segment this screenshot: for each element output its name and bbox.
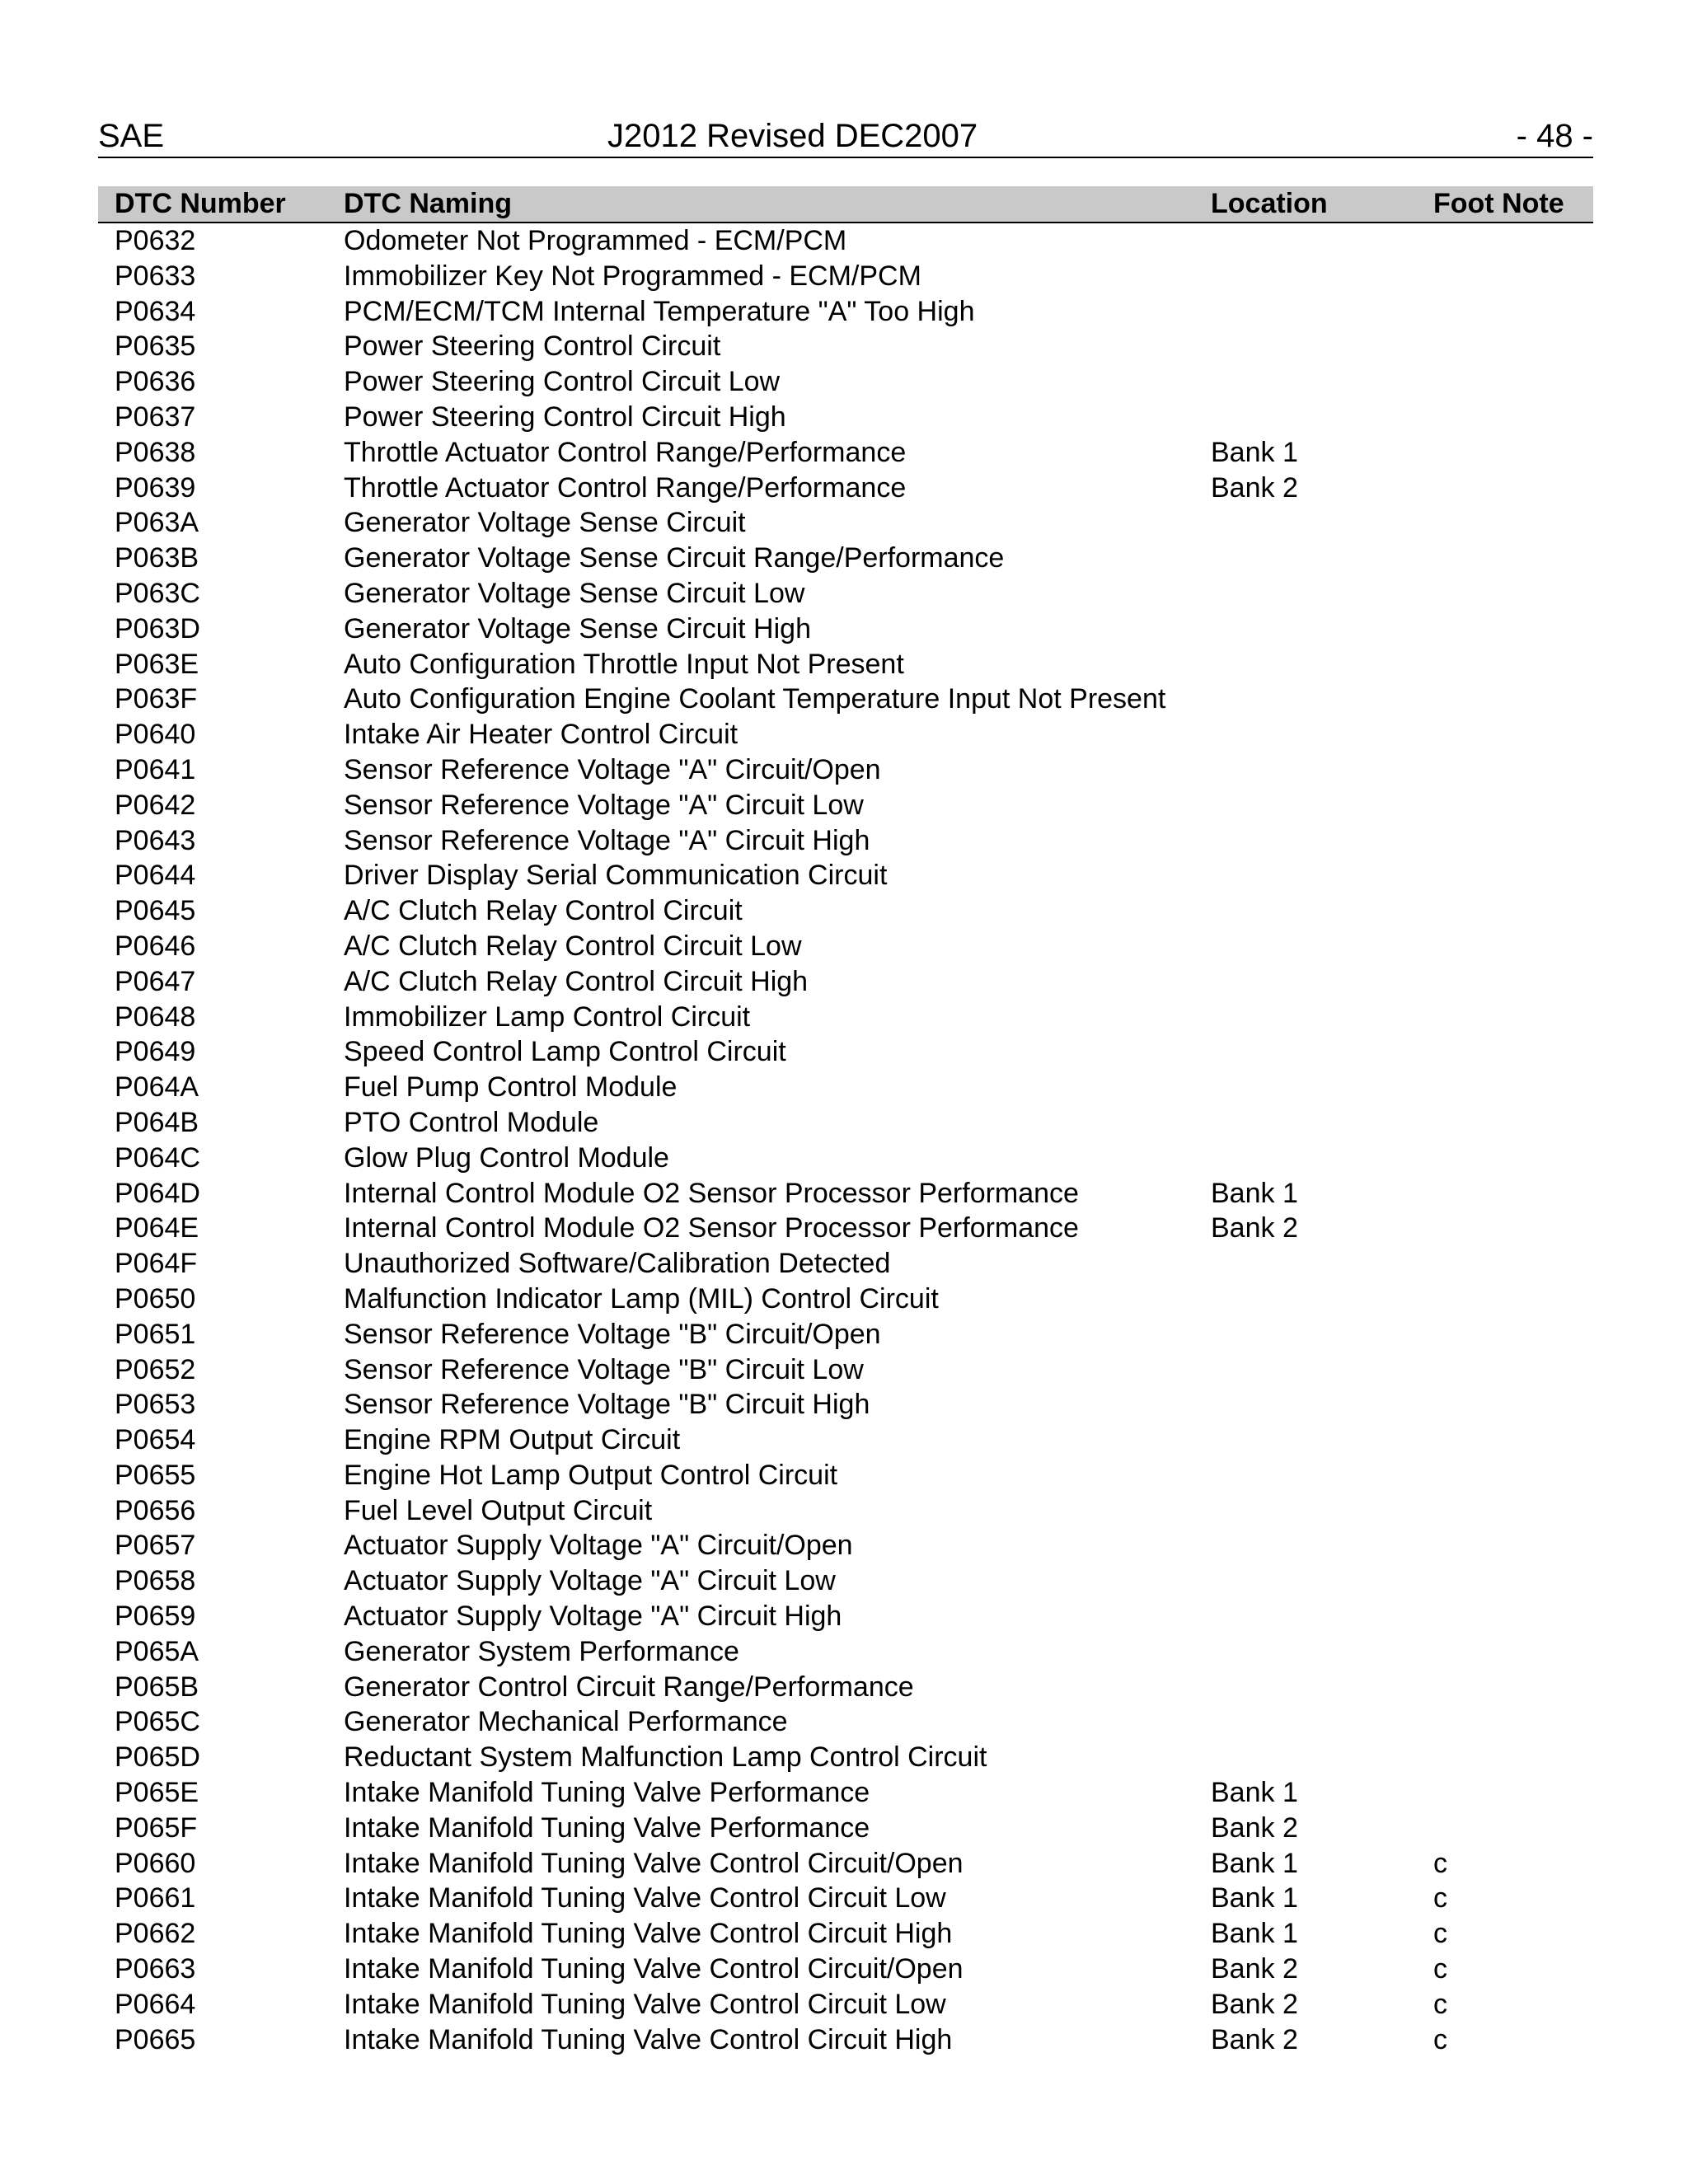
dtc-naming-cell: Intake Manifold Tuning Valve Control Circuit Low xyxy=(344,1882,946,1915)
dtc-number-cell: P0659 xyxy=(115,1601,196,1633)
dtc-naming-cell: Auto Configuration Throttle Input Not Present xyxy=(344,648,904,680)
page-header xyxy=(98,115,1593,158)
dtc-naming-cell: Sensor Reference Voltage "B" Circuit Low xyxy=(344,1353,864,1385)
table-row xyxy=(98,1775,1593,1811)
location-cell: Bank 2 xyxy=(1211,1953,1298,1985)
foot-note-cell xyxy=(1433,1775,1593,1811)
dtc-naming-cell: Power Steering Control Circuit Low xyxy=(344,366,781,398)
foot-note-cell xyxy=(1433,471,1593,506)
location-cell xyxy=(1211,1740,1433,1775)
table-row xyxy=(98,1105,1593,1141)
column-header-foot-note: Foot Note xyxy=(1433,186,1593,223)
dtc-number-cell: P0632 xyxy=(115,225,196,256)
dtc-number-cell: P064D xyxy=(115,1177,200,1209)
dtc-naming-cell: Engine Hot Lamp Output Control Circuit xyxy=(344,1459,838,1491)
dtc-naming-cell: Malfunction Indicator Lamp (MIL) Control Circuit xyxy=(344,1282,939,1315)
dtc-number-cell: P0637 xyxy=(115,401,196,433)
dtc-number-cell: P0644 xyxy=(115,860,196,892)
dtc-number-cell: P065E xyxy=(115,1777,199,1809)
foot-note-cell xyxy=(1433,1246,1593,1282)
foot-note-cell xyxy=(1433,858,1593,893)
table-row xyxy=(98,1387,1593,1422)
dtc-number-cell: P063C xyxy=(115,577,200,609)
dtc-number-cell: P0636 xyxy=(115,366,196,398)
table-row xyxy=(98,1916,1593,1952)
dtc-naming-cell: Intake Manifold Tuning Valve Control Circuit/Open xyxy=(344,1847,964,1879)
foot-note-cell xyxy=(1433,1740,1593,1775)
dtc-naming-cell: Throttle Actuator Control Range/Performance xyxy=(344,471,907,504)
location-cell xyxy=(1211,1563,1433,1599)
foot-note-cell xyxy=(1433,788,1593,823)
foot-note-cell xyxy=(1433,1176,1593,1212)
location-cell: Bank 1 xyxy=(1211,1177,1298,1209)
table-row xyxy=(98,929,1593,964)
foot-note-cell xyxy=(1433,223,1593,259)
location-cell xyxy=(1211,752,1433,788)
dtc-naming-cell: Generator Voltage Sense Circuit Low xyxy=(344,577,805,609)
location-cell: Bank 1 xyxy=(1211,1918,1298,1950)
dtc-naming-cell: Fuel Level Output Circuit xyxy=(344,1494,653,1526)
dtc-naming-cell: Generator System Performance xyxy=(344,1635,739,1667)
dtc-naming-cell: Intake Manifold Tuning Valve Control Circuit High xyxy=(344,1918,953,1950)
location-cell xyxy=(1211,1141,1433,1176)
location-cell xyxy=(1211,1000,1433,1035)
dtc-naming-cell: Throttle Actuator Control Range/Performance xyxy=(344,436,907,468)
dtc-number-cell: P0652 xyxy=(115,1353,196,1385)
dtc-naming-cell: Intake Air Heater Control Circuit xyxy=(344,719,738,751)
dtc-number-cell: P0662 xyxy=(115,1918,196,1950)
foot-note-cell xyxy=(1433,752,1593,788)
table-row xyxy=(98,1670,1593,1705)
location-cell xyxy=(1211,1422,1433,1458)
dtc-number-cell: P0647 xyxy=(115,965,196,997)
table-row xyxy=(98,1740,1593,1775)
location-cell: Bank 2 xyxy=(1211,1811,1298,1844)
dtc-number-cell: P064F xyxy=(115,1248,198,1280)
table-row xyxy=(98,505,1593,541)
foot-note-cell xyxy=(1433,612,1593,647)
table-row xyxy=(98,1881,1593,1916)
table-row xyxy=(98,1034,1593,1070)
dtc-naming-cell: Immobilizer Lamp Control Circuit xyxy=(344,1001,751,1033)
foot-note-cell xyxy=(1433,647,1593,682)
table-row xyxy=(98,682,1593,717)
foot-note-cell xyxy=(1433,400,1593,435)
dtc-number-cell: P0653 xyxy=(115,1389,196,1421)
table-row xyxy=(98,647,1593,682)
dtc-naming-cell: Generator Voltage Sense Circuit Range/Performance xyxy=(344,542,1005,574)
location-cell xyxy=(1211,1493,1433,1529)
dtc-naming-cell: Sensor Reference Voltage "A" Circuit High xyxy=(344,824,870,856)
dtc-number-cell: P0634 xyxy=(115,295,196,327)
column-header-dtc-naming: DTC Naming xyxy=(344,186,1211,223)
foot-note-cell xyxy=(1433,1493,1593,1529)
foot-note-cell xyxy=(1433,1070,1593,1105)
dtc-naming-cell: Reductant System Malfunction Lamp Control Circuit xyxy=(344,1741,987,1774)
foot-note-cell xyxy=(1433,682,1593,717)
foot-note-cell xyxy=(1433,717,1593,752)
dtc-number-cell: P0642 xyxy=(115,789,196,821)
dtc-naming-cell: Intake Manifold Tuning Valve Control Circuit Low xyxy=(344,1988,946,2020)
dtc-naming-cell: Glow Plug Control Module xyxy=(344,1141,669,1174)
dtc-number-cell: P0651 xyxy=(115,1318,196,1350)
location-cell xyxy=(1211,1352,1433,1388)
dtc-naming-cell: Intake Manifold Tuning Valve Control Circuit/Open xyxy=(344,1953,964,1985)
foot-note-cell xyxy=(1433,1563,1593,1599)
location-cell xyxy=(1211,1070,1433,1105)
location-cell xyxy=(1211,717,1433,752)
dtc-naming-cell: Internal Control Module O2 Sensor Processor Performance xyxy=(344,1177,1079,1209)
foot-note-cell xyxy=(1433,435,1593,471)
dtc-number-cell: P0641 xyxy=(115,753,196,785)
foot-note-cell: c xyxy=(1433,1918,1447,1950)
dtc-number-cell: P0649 xyxy=(115,1036,196,1068)
dtc-naming-cell: Intake Manifold Tuning Valve Control Circuit High xyxy=(344,2023,953,2055)
location-cell xyxy=(1211,1105,1433,1141)
dtc-number-cell: P0663 xyxy=(115,1953,196,1985)
dtc-number-cell: P0658 xyxy=(115,1565,196,1597)
foot-note-cell xyxy=(1433,1141,1593,1176)
dtc-naming-cell: Fuel Pump Control Module xyxy=(344,1071,678,1104)
location-cell: Bank 1 xyxy=(1211,1777,1298,1809)
dtc-number-cell: P065F xyxy=(115,1811,198,1844)
dtc-number-cell: P0664 xyxy=(115,1988,196,2020)
location-cell xyxy=(1211,294,1433,330)
table-row xyxy=(98,717,1593,752)
location-cell xyxy=(1211,259,1433,294)
dtc-number-cell: P0654 xyxy=(115,1424,196,1456)
location-cell xyxy=(1211,329,1433,364)
location-cell xyxy=(1211,1528,1433,1563)
dtc-naming-cell: Sensor Reference Voltage "A" Circuit Low xyxy=(344,789,864,821)
table-row xyxy=(98,964,1593,1000)
foot-note-cell xyxy=(1433,576,1593,612)
location-cell xyxy=(1211,1387,1433,1422)
dtc-naming-cell: Internal Control Module O2 Sensor Processor Performance xyxy=(344,1212,1079,1244)
dtc-number-cell: P0657 xyxy=(115,1530,196,1562)
location-cell xyxy=(1211,400,1433,435)
dtc-number-cell: P064C xyxy=(115,1141,200,1174)
table-row xyxy=(98,1211,1593,1246)
header-org: SAE xyxy=(98,118,165,154)
foot-note-cell xyxy=(1433,329,1593,364)
table-header-row xyxy=(98,186,1593,223)
dtc-number-cell: P0638 xyxy=(115,436,196,468)
dtc-number-cell: P063E xyxy=(115,648,199,680)
table-row xyxy=(98,1070,1593,1105)
dtc-table xyxy=(98,186,1593,2057)
foot-note-cell: c xyxy=(1433,1882,1447,1915)
dtc-naming-cell: Odometer Not Programmed - ECM/PCM xyxy=(344,225,847,256)
table-row xyxy=(98,259,1593,294)
foot-note-cell xyxy=(1433,1528,1593,1563)
dtc-naming-cell: Power Steering Control Circuit High xyxy=(344,401,786,433)
foot-note-cell: c xyxy=(1433,1847,1447,1879)
location-cell xyxy=(1211,647,1433,682)
table-row xyxy=(98,1952,1593,1987)
dtc-number-cell: P0660 xyxy=(115,1847,196,1879)
location-cell xyxy=(1211,364,1433,400)
foot-note-cell: c xyxy=(1433,1953,1447,1985)
dtc-number-cell: P063B xyxy=(115,542,199,574)
foot-note-cell xyxy=(1433,1317,1593,1352)
table-row xyxy=(98,576,1593,612)
header-document-id: J2012 Revised DEC2007 xyxy=(607,118,978,154)
dtc-number-cell: P064A xyxy=(115,1071,199,1104)
foot-note-cell xyxy=(1433,1422,1593,1458)
dtc-naming-cell: Auto Configuration Engine Coolant Temperature Input Not Present xyxy=(344,683,1166,715)
foot-note-cell xyxy=(1433,1387,1593,1422)
table-row xyxy=(98,1493,1593,1529)
dtc-number-cell: P0661 xyxy=(115,1882,196,1915)
foot-note-cell xyxy=(1433,1458,1593,1493)
table-row xyxy=(98,1599,1593,1634)
table-row xyxy=(98,788,1593,823)
dtc-naming-cell: Generator Voltage Sense Circuit High xyxy=(344,612,811,644)
foot-note-cell xyxy=(1433,1211,1593,1246)
dtc-naming-cell: Power Steering Control Circuit xyxy=(344,330,721,363)
location-cell: Bank 2 xyxy=(1211,1212,1298,1244)
dtc-number-cell: P063A xyxy=(115,507,199,539)
table-row xyxy=(98,1282,1593,1317)
foot-note-cell xyxy=(1433,1105,1593,1141)
location-cell xyxy=(1211,1034,1433,1070)
dtc-number-cell: P0648 xyxy=(115,1001,196,1033)
table-row xyxy=(98,1000,1593,1035)
table-row xyxy=(98,858,1593,893)
location-cell xyxy=(1211,1317,1433,1352)
location-cell xyxy=(1211,612,1433,647)
foot-note-cell xyxy=(1433,964,1593,1000)
foot-note-cell xyxy=(1433,1352,1593,1388)
dtc-naming-cell: Sensor Reference Voltage "B" Circuit/Open xyxy=(344,1318,881,1350)
location-cell xyxy=(1211,1670,1433,1705)
foot-note-cell xyxy=(1433,1034,1593,1070)
location-cell xyxy=(1211,1634,1433,1670)
table-row xyxy=(98,400,1593,435)
dtc-number-cell: P0635 xyxy=(115,330,196,363)
dtc-naming-cell: Unauthorized Software/Calibration Detected xyxy=(344,1248,891,1280)
location-cell xyxy=(1211,505,1433,541)
dtc-naming-cell: Engine RPM Output Circuit xyxy=(344,1424,681,1456)
dtc-number-cell: P064E xyxy=(115,1212,199,1244)
dtc-naming-cell: Driver Display Serial Communication Circuit xyxy=(344,860,888,892)
dtc-naming-cell: PTO Control Module xyxy=(344,1106,599,1138)
table-body xyxy=(98,223,1593,2057)
dtc-number-cell: P063D xyxy=(115,612,200,644)
location-cell: Bank 2 xyxy=(1211,1988,1298,2020)
location-cell xyxy=(1211,1246,1433,1282)
table-row xyxy=(98,1246,1593,1282)
foot-note-cell xyxy=(1433,259,1593,294)
dtc-number-cell: P0655 xyxy=(115,1459,196,1491)
location-cell xyxy=(1211,1599,1433,1634)
foot-note-cell xyxy=(1433,505,1593,541)
dtc-number-cell: P0646 xyxy=(115,930,196,962)
dtc-number-cell: P065A xyxy=(115,1635,199,1667)
dtc-naming-cell: Generator Mechanical Performance xyxy=(344,1706,788,1738)
dtc-naming-cell: PCM/ECM/TCM Internal Temperature "A" Too High xyxy=(344,295,975,327)
dtc-number-cell: P0665 xyxy=(115,2023,196,2055)
table-row xyxy=(98,1176,1593,1212)
dtc-naming-cell: Actuator Supply Voltage "A" Circuit/Open xyxy=(344,1530,853,1562)
dtc-number-cell: P0643 xyxy=(115,824,196,856)
dtc-number-cell: P063F xyxy=(115,683,198,715)
table-row xyxy=(98,1141,1593,1176)
foot-note-cell xyxy=(1433,1811,1593,1846)
foot-note-cell xyxy=(1433,1704,1593,1740)
foot-note-cell: c xyxy=(1433,1988,1447,2020)
table-row xyxy=(98,612,1593,647)
table-row xyxy=(98,294,1593,330)
table-row xyxy=(98,1317,1593,1352)
location-cell xyxy=(1211,929,1433,964)
dtc-number-cell: P065D xyxy=(115,1741,200,1774)
table-row xyxy=(98,1352,1593,1388)
dtc-number-cell: P064B xyxy=(115,1106,199,1138)
foot-note-cell xyxy=(1433,1000,1593,1035)
table-row xyxy=(98,1422,1593,1458)
location-cell xyxy=(1211,576,1433,612)
table-row xyxy=(98,541,1593,576)
foot-note-cell xyxy=(1433,541,1593,576)
foot-note-cell xyxy=(1433,893,1593,929)
table-row xyxy=(98,1563,1593,1599)
dtc-naming-cell: Actuator Supply Voltage "A" Circuit High xyxy=(344,1601,842,1633)
table-row xyxy=(98,1811,1593,1846)
foot-note-cell xyxy=(1433,1599,1593,1634)
table-row xyxy=(98,752,1593,788)
dtc-number-cell: P0645 xyxy=(115,895,196,927)
dtc-naming-cell: Sensor Reference Voltage "B" Circuit High xyxy=(344,1389,870,1421)
dtc-number-cell: P0656 xyxy=(115,1494,196,1526)
dtc-naming-cell: A/C Clutch Relay Control Circuit High xyxy=(344,965,809,997)
dtc-number-cell: P065B xyxy=(115,1671,199,1703)
table-header xyxy=(98,186,1593,223)
location-cell: Bank 1 xyxy=(1211,436,1298,468)
table-row xyxy=(98,329,1593,364)
table-row xyxy=(98,1846,1593,1882)
table-row xyxy=(98,435,1593,471)
dtc-number-cell: P0633 xyxy=(115,260,196,292)
table-row xyxy=(98,1987,1593,2022)
dtc-number-cell: P0640 xyxy=(115,719,196,751)
dtc-naming-cell: Sensor Reference Voltage "A" Circuit/Open xyxy=(344,753,881,785)
location-cell xyxy=(1211,823,1433,859)
dtc-number-cell: P065C xyxy=(115,1706,200,1738)
location-cell: Bank 1 xyxy=(1211,1882,1298,1915)
table-row xyxy=(98,1528,1593,1563)
location-cell xyxy=(1211,682,1433,717)
table-row xyxy=(98,1458,1593,1493)
dtc-naming-cell: Intake Manifold Tuning Valve Performance xyxy=(344,1777,870,1809)
dtc-naming-cell: Generator Control Circuit Range/Performance xyxy=(344,1671,914,1703)
location-cell xyxy=(1211,1704,1433,1740)
foot-note-cell xyxy=(1433,364,1593,400)
dtc-naming-cell: A/C Clutch Relay Control Circuit Low xyxy=(344,930,802,962)
table-row xyxy=(98,223,1593,259)
location-cell xyxy=(1211,964,1433,1000)
dtc-naming-cell: Actuator Supply Voltage "A" Circuit Low xyxy=(344,1565,836,1597)
table-row xyxy=(98,1704,1593,1740)
column-header-dtc-number: DTC Number xyxy=(98,186,344,223)
location-cell xyxy=(1211,1282,1433,1317)
table-row xyxy=(98,823,1593,859)
foot-note-cell xyxy=(1433,294,1593,330)
location-cell xyxy=(1211,788,1433,823)
header-page-number: - 48 - xyxy=(1516,118,1593,154)
table-row xyxy=(98,893,1593,929)
foot-note-cell xyxy=(1433,1282,1593,1317)
foot-note-cell xyxy=(1433,1670,1593,1705)
foot-note-cell xyxy=(1433,929,1593,964)
location-cell xyxy=(1211,893,1433,929)
dtc-naming-cell: Immobilizer Key Not Programmed - ECM/PCM xyxy=(344,260,921,292)
location-cell xyxy=(1211,223,1433,259)
foot-note-cell xyxy=(1433,823,1593,859)
table-row xyxy=(98,471,1593,506)
location-cell xyxy=(1211,1458,1433,1493)
table-row xyxy=(98,2022,1593,2058)
dtc-number-cell: P0650 xyxy=(115,1282,196,1315)
column-header-location: Location xyxy=(1211,186,1433,223)
location-cell: Bank 2 xyxy=(1211,471,1298,504)
location-cell: Bank 1 xyxy=(1211,1847,1298,1879)
location-cell xyxy=(1211,858,1433,893)
dtc-naming-cell: Intake Manifold Tuning Valve Performance xyxy=(344,1811,870,1844)
dtc-naming-cell: Speed Control Lamp Control Circuit xyxy=(344,1036,786,1068)
dtc-number-cell: P0639 xyxy=(115,471,196,504)
table-row xyxy=(98,364,1593,400)
table-row xyxy=(98,1634,1593,1670)
location-cell xyxy=(1211,541,1433,576)
location-cell: Bank 2 xyxy=(1211,2023,1298,2055)
foot-note-cell: c xyxy=(1433,2023,1447,2055)
dtc-naming-cell: A/C Clutch Relay Control Circuit xyxy=(344,895,743,927)
dtc-naming-cell: Generator Voltage Sense Circuit xyxy=(344,507,746,539)
foot-note-cell xyxy=(1433,1634,1593,1670)
